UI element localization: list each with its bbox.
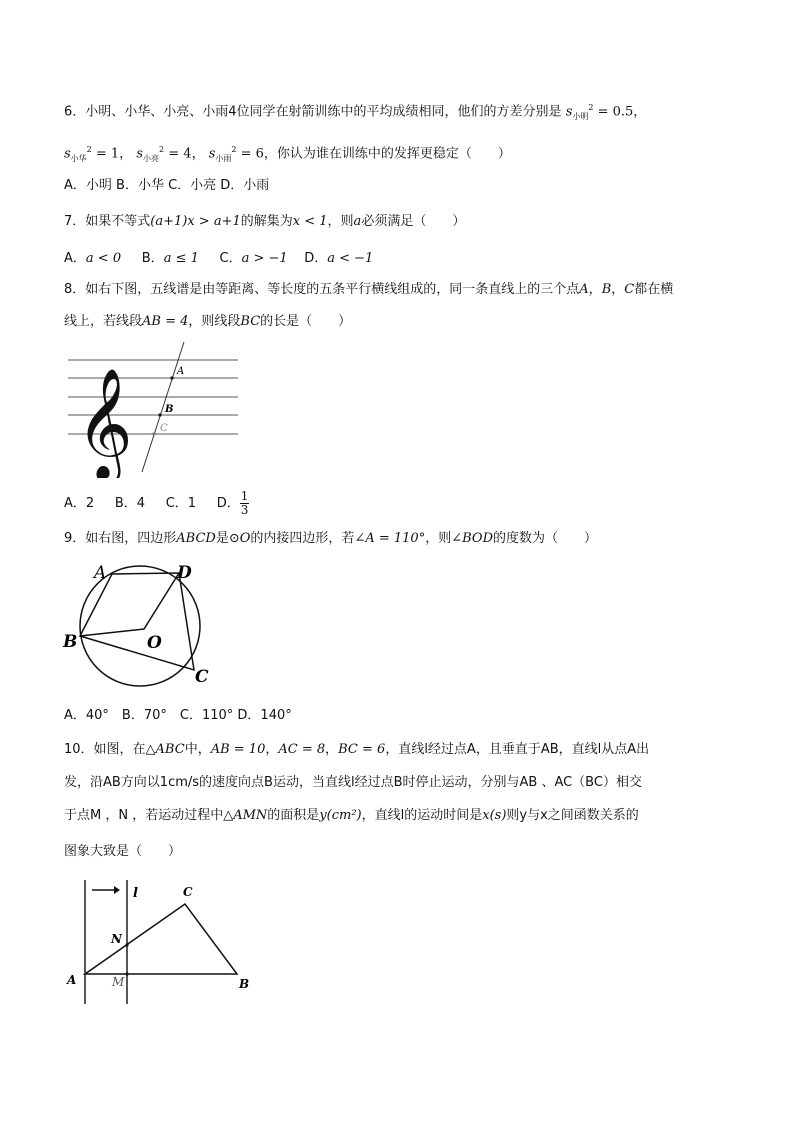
q8-opt-c: C．1 [165, 496, 197, 511]
sep: ， [119, 146, 133, 162]
label-c: C [160, 423, 168, 434]
q8-bc: BC [240, 314, 261, 329]
q8-line2-pre: 线上，若线段 [64, 314, 143, 329]
q6-tail: ，你认为谁在训练中的发挥更稳定（ ） [263, 146, 511, 162]
triangle-abc-figure [62, 876, 262, 1006]
sq: 2 [86, 145, 92, 154]
label-b: B [63, 632, 78, 652]
q8-line1-tail: 都在横 [634, 282, 674, 297]
q8-opt-a: A．2 [64, 496, 95, 511]
sq: 2 [231, 145, 237, 154]
var-s: s [136, 146, 144, 162]
val-ming: = 0.5 [597, 104, 634, 120]
q6-stem: 6．小明、小华、小亮、小雨4位同学在射箭训练中的平均成绩相同，他们的方差分别是 [64, 104, 562, 120]
q10-ac: AC = 8 [278, 742, 326, 757]
point-a-dot [170, 376, 173, 379]
val-yu: = 6 [240, 146, 264, 162]
inscribed-quadrilateral-figure [60, 558, 220, 688]
q6-options: A．小明 B．小华 C．小亮 D．小雨 [64, 178, 270, 193]
label-a: A [177, 366, 185, 377]
label-a: A [67, 973, 77, 987]
q9-stem [64, 529, 597, 549]
q10-line3-mid: 的面积是 [267, 808, 320, 823]
label-c: C [183, 885, 193, 899]
point-n-dot [125, 943, 128, 946]
q10-x-unit: x(s) [482, 808, 507, 823]
quadrilateral-abcd [80, 573, 194, 670]
q7-opt-a-expr: a < 0 [85, 251, 122, 266]
sq: 2 [588, 103, 594, 112]
sep: ， [611, 282, 625, 297]
label-l: l [133, 886, 138, 901]
q9-mid: 是 [215, 531, 229, 546]
q9-mid2: 的内接四边形，若 [250, 531, 355, 546]
q10-line3-tail: 则y与x之间函数关系的 [506, 808, 639, 823]
q10-ab: AB = 10 [210, 742, 266, 757]
q8-options [64, 490, 249, 517]
sep: ， [633, 104, 647, 120]
q10-amn: △AMN [223, 808, 268, 823]
val-liang: = 4 [168, 146, 192, 162]
q7-prefix: 7．如果不等式 [64, 214, 151, 229]
q6-line1 [64, 98, 646, 127]
point-c-dot [152, 432, 155, 435]
q7-inequality: (a+1)x > a+1 [150, 214, 241, 229]
q8-point-a: A [579, 282, 589, 297]
q10-line3 [64, 806, 639, 826]
label-c: C [195, 667, 209, 687]
point-b-dot [158, 413, 161, 416]
q8-line2-mid: ，则线段 [188, 314, 241, 329]
q7-opt-b-expr: a ≤ 1 [163, 251, 199, 266]
q8-ab-eq: AB = 4 [142, 314, 189, 329]
sep: ， [588, 282, 602, 297]
sub-hua: 小华 [70, 153, 87, 163]
sep: ， [191, 146, 205, 162]
label-b: B [239, 977, 250, 991]
q8-line1 [64, 280, 673, 300]
var-s: s [208, 146, 216, 162]
label-d: D [177, 563, 192, 583]
q10-line3-pre: 于点M ，N ，若运动过程中 [64, 808, 224, 823]
val-hua: = 1 [95, 146, 120, 162]
q10-pre: 10．如图，在 [64, 742, 146, 757]
q10-line2: 发，沿AB方向以1cm/s的速度向点B运动，当直线l经过点B时停止运动，分别与AB 、AC（BC）相交 [64, 775, 642, 790]
q9-angle-bod: ∠BOD [451, 531, 493, 546]
var-s: s [565, 104, 573, 120]
q7-solution: x < 1 [292, 214, 328, 229]
q9-mid3: ，则 [425, 531, 452, 546]
q8-point-c: C [624, 282, 635, 297]
q9-angle-a: ∠A = 110° [354, 531, 426, 546]
point-m-dot [125, 972, 128, 975]
sub-ming: 小明 [572, 111, 589, 121]
sq: 2 [159, 145, 165, 154]
sub-yu: 小雨 [215, 153, 232, 163]
q7-opt-c: C． [219, 251, 242, 266]
q7-tail: 必须满足（ ） [361, 214, 466, 229]
q6-line2 [64, 140, 511, 169]
var-s: s [64, 146, 71, 162]
circle-o [80, 566, 200, 686]
q9-circle: ⊙O [228, 531, 251, 546]
q7-opt-d-expr: a < −1 [327, 251, 374, 266]
q9-pre: 9．如右图，四边形 [64, 531, 177, 546]
frac-num: 1 [240, 489, 249, 503]
music-staff-figure [62, 338, 242, 478]
label-b: B [165, 404, 174, 415]
q8-fraction [240, 490, 250, 517]
q10-line1: 10．如图，在△ABC中，AB = 10，AC = 8，BC = 6，直线l经过点A，且垂直于AB，直线l从点A出 [64, 742, 650, 757]
q9-options: A．40° B．70° C．110° D．140° [64, 708, 292, 723]
q10-mid: 中， [184, 742, 211, 757]
q10-triangle: △ABC [145, 742, 185, 757]
q7-opt-d: D． [304, 251, 328, 266]
q7-opt-c-expr: a > −1 [241, 251, 288, 266]
q7-mid2: ，则 [327, 214, 354, 229]
label-a: A [94, 563, 107, 583]
q9-tail: 的度数为（ ） [493, 531, 598, 546]
sub-liang: 小亮 [143, 153, 160, 163]
q9-abcd: ABCD [176, 531, 216, 546]
q7-opt-a: A． [64, 251, 86, 266]
q7-opt-b: B． [141, 251, 164, 266]
q8-line2 [64, 312, 351, 332]
q8-stem: 8．如右下图，五线谱是由等距离、等长度的五条平行横线组成的，同一条直线上的三个点 [64, 282, 580, 297]
q7-stem [64, 212, 465, 232]
label-m: M [112, 975, 125, 989]
q8-opt-d: D． [216, 496, 240, 511]
triangle-abc [85, 904, 237, 974]
q10-line4: 图象大致是（ ） [64, 844, 182, 859]
q8-point-b: B [601, 282, 612, 297]
q7-mid: 的解集为 [240, 214, 293, 229]
q7-options [64, 249, 373, 269]
q8-line2-tail: 的长是（ ） [260, 314, 352, 329]
q10-bc: BC = 6 [338, 742, 386, 757]
q8-opt-b: B．4 [114, 496, 146, 511]
label-o: O [147, 633, 162, 653]
label-n: N [111, 932, 122, 946]
arrow-right-icon [114, 886, 120, 894]
frac-den: 3 [240, 503, 249, 517]
q7-var: a [353, 214, 362, 229]
q10-y-unit: y(cm²) [319, 808, 362, 823]
slanted-line [142, 342, 184, 472]
treble-clef-icon: 𝄞 [76, 367, 133, 478]
q10-line3-mid2: ，直线l的运动时间是 [361, 808, 483, 823]
q10-line1-tail: ，直线l经过点A，且垂直于AB，直线l从点A出 [385, 742, 650, 757]
